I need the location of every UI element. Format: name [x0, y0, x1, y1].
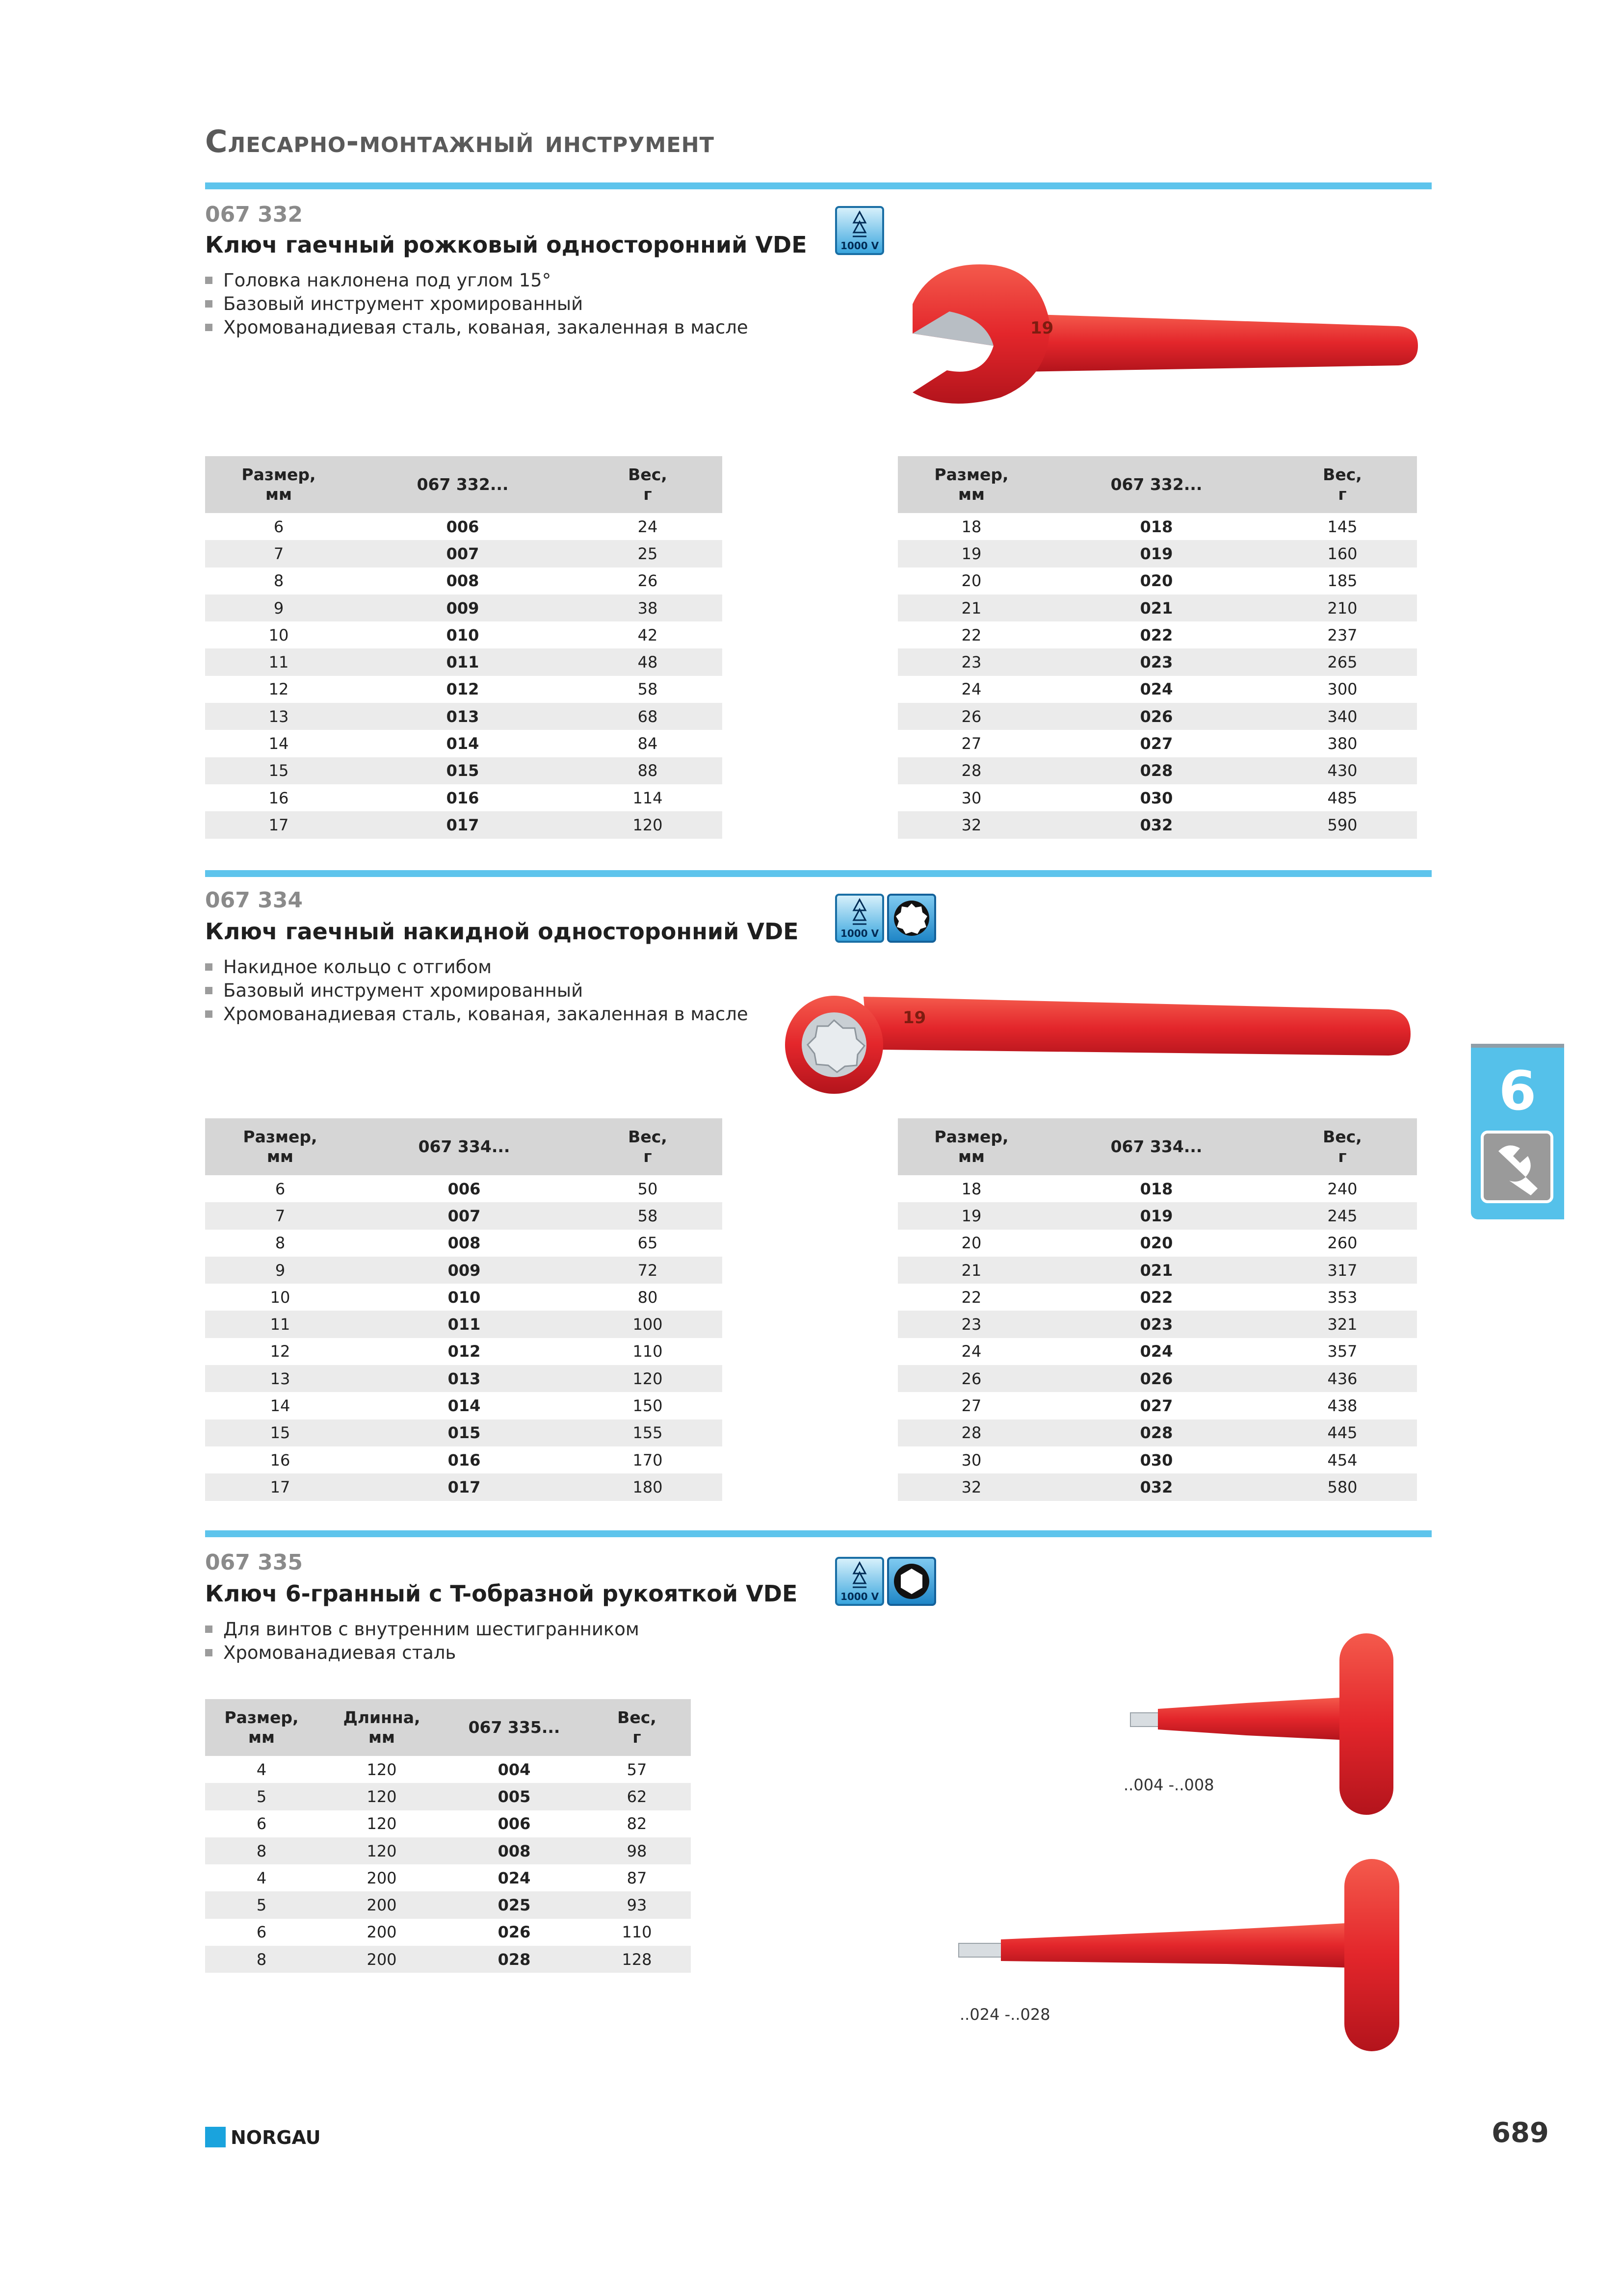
- table-header-row: [898, 456, 1417, 513]
- ring-12-point-icon: [887, 894, 936, 943]
- table-header-row: [205, 1699, 691, 1756]
- feature-item: Базовый инструмент хромированный: [205, 292, 748, 316]
- section-divider: [205, 870, 1432, 877]
- table-row: 20 020 185: [961, 571, 1358, 591]
- section-divider: [205, 182, 1432, 189]
- svg-text:19: 19: [1030, 318, 1054, 338]
- table-row: 22 022 237: [961, 625, 1358, 645]
- badge-label: 1000 V: [840, 928, 879, 939]
- table-row: 4 120 004 57: [256, 1760, 647, 1779]
- product-code: 067 334: [205, 888, 303, 913]
- table-row: 16 016 114: [268, 788, 663, 807]
- table-row: 18 018 240: [961, 1179, 1358, 1198]
- table-row: 14 014 150: [270, 1396, 663, 1416]
- page-number: 689: [1492, 2117, 1549, 2149]
- column-header: 067 332...: [352, 456, 573, 513]
- table-row: 8 008 65: [275, 1234, 658, 1253]
- voltage-1000v-icon: [835, 206, 884, 255]
- open-end-wrench-image: [903, 255, 1423, 412]
- column-header: Вес, г: [583, 1699, 691, 1756]
- table-row: 24 024 357: [961, 1342, 1358, 1361]
- badge-label: 1000 V: [840, 1591, 879, 1602]
- table-row: 26 026 340: [898, 703, 1417, 730]
- chapter-number: 6: [1498, 1059, 1537, 1122]
- table-row: 27 027 380: [961, 734, 1358, 753]
- page-title: Слесарно-монтажный инструмент: [205, 124, 714, 159]
- column-header: Размер, мм: [205, 456, 352, 513]
- table-row: 20 020 260: [961, 1234, 1358, 1253]
- voltage-1000v-icon: [835, 1557, 884, 1606]
- norgau-logo-icon: [205, 2127, 226, 2147]
- table-row: 8 008 26: [273, 571, 658, 591]
- column-header: Размер, мм: [205, 1118, 355, 1175]
- table-row: 32 032 580: [898, 1473, 1417, 1500]
- table-header-row: [205, 1118, 722, 1175]
- table-row: 13 013 120: [205, 1365, 722, 1392]
- table-row: 13 013 68: [205, 703, 722, 730]
- table-row: 10 010 80: [270, 1288, 658, 1307]
- column-header: Вес, г: [573, 1118, 722, 1175]
- product-name: Ключ гаечный накидной односторонний VDE: [205, 918, 799, 945]
- table-row: 5 200 025 93: [205, 1891, 691, 1918]
- table-row: 12 012 58: [268, 680, 658, 699]
- feature-item: Хромованадиевая сталь, кованая, закаленная в масле: [205, 316, 748, 339]
- column-header: Длинна, мм: [318, 1699, 445, 1756]
- feature-item: Для винтов с внутренним шестигранником: [205, 1618, 639, 1641]
- column-header: Вес, г: [1268, 1118, 1417, 1175]
- table-row: 28 028 430: [898, 757, 1417, 784]
- table-row: 9 009 38: [205, 594, 722, 621]
- table-row: 9 009 72: [205, 1257, 722, 1284]
- feature-list: [205, 955, 748, 1026]
- t-handle-hex-key-long-image: [952, 1854, 1418, 2060]
- badge-label: 1000 V: [840, 240, 879, 252]
- table-row: 10 010 42: [268, 625, 658, 645]
- column-header: 067 334...: [355, 1118, 573, 1175]
- table-row: 17 017 180: [205, 1473, 722, 1500]
- column-header: Размер, мм: [205, 1699, 318, 1756]
- range-label: ..004 -..008: [1124, 1776, 1214, 1794]
- table-row: 24 024 300: [961, 680, 1358, 699]
- wrench-category-icon: [1481, 1131, 1553, 1203]
- spec-table: [205, 1118, 722, 1501]
- table-row: 27 027 438: [961, 1396, 1358, 1416]
- chapter-tab-bar: [1471, 1044, 1564, 1048]
- column-header: 067 335...: [445, 1699, 583, 1756]
- table-row: 19 019 160: [898, 540, 1417, 567]
- table-row: 6 120 006 82: [256, 1814, 647, 1833]
- range-label: ..024 -..028: [960, 2005, 1050, 2024]
- feature-item: Накидное кольцо с отгибом: [205, 955, 748, 979]
- feature-list: [205, 269, 748, 339]
- table-row: 14 014 84: [268, 734, 658, 753]
- table-header-row: [898, 1118, 1417, 1175]
- table-row: 15 015 155: [205, 1419, 722, 1446]
- feature-item: Хромованадиевая сталь, кованая, закаленная в масле: [205, 1003, 748, 1026]
- product-name: Ключ 6-гранный с T-образной рукояткой VDE: [205, 1580, 798, 1607]
- column-header: Размер, мм: [898, 456, 1045, 513]
- table-row: 11 011 48: [205, 648, 722, 675]
- table-row: 6 200 026 110: [256, 1923, 652, 1942]
- table-row: 15 015 88: [205, 757, 722, 784]
- table-row: 4 200 024 87: [256, 1868, 647, 1887]
- feature-item: Хромованадиевая сталь: [205, 1641, 639, 1665]
- spec-table: [898, 1118, 1417, 1501]
- table-header-row: [205, 456, 722, 513]
- spec-table: [205, 1699, 691, 1973]
- table-row: 21 021 210: [898, 594, 1417, 621]
- voltage-1000v-icon: [835, 894, 884, 943]
- table-row: 18 018 145: [961, 517, 1358, 536]
- spec-table: [205, 456, 722, 839]
- svg-text:19: 19: [903, 1008, 926, 1028]
- column-header: Вес, г: [573, 456, 722, 513]
- table-row: 32 032 590: [898, 811, 1417, 838]
- table-row: 26 026 436: [898, 1365, 1417, 1392]
- table-row: 7 007 58: [205, 1202, 722, 1229]
- brand-name: NORGAU: [231, 2127, 321, 2148]
- product-code: 067 335: [205, 1550, 303, 1575]
- column-header: 067 332...: [1045, 456, 1268, 513]
- feature-item: Головка наклонена под углом 15°: [205, 269, 748, 292]
- table-row: 22 022 353: [961, 1288, 1358, 1307]
- table-row: 6 006 50: [275, 1179, 658, 1198]
- spec-table: [898, 456, 1417, 839]
- table-row: 30 030 454: [961, 1450, 1358, 1470]
- table-row: 28 028 445: [898, 1419, 1417, 1446]
- table-row: 5 120 005 62: [205, 1783, 691, 1810]
- product-name: Ключ гаечный рожковый односторонний VDE: [205, 232, 807, 258]
- table-row: 17 017 120: [205, 811, 722, 838]
- feature-item: Базовый инструмент хромированный: [205, 979, 748, 1003]
- table-row: 11 011 100: [205, 1311, 722, 1338]
- feature-list: [205, 1618, 639, 1665]
- column-header: Размер, мм: [898, 1118, 1045, 1175]
- table-row: 12 012 110: [270, 1342, 663, 1361]
- table-row: 21 021 317: [898, 1257, 1417, 1284]
- table-row: 30 030 485: [961, 788, 1358, 807]
- table-row: 8 120 008 98: [205, 1837, 691, 1864]
- table-row: 16 016 170: [270, 1450, 663, 1470]
- hex-socket-icon: [887, 1557, 936, 1606]
- table-row: 23 023 265: [898, 648, 1417, 675]
- table-row: 19 019 245: [898, 1202, 1417, 1229]
- table-row: 8 200 028 128: [205, 1946, 691, 1973]
- column-header: Вес, г: [1268, 456, 1417, 513]
- product-code: 067 332: [205, 202, 303, 227]
- table-row: 6 006 24: [273, 517, 658, 536]
- table-row: 23 023 321: [898, 1311, 1417, 1338]
- table-row: 7 007 25: [205, 540, 722, 567]
- column-header: 067 334...: [1045, 1118, 1268, 1175]
- box-end-wrench-image: [780, 981, 1418, 1109]
- t-handle-hex-key-short-image: [1124, 1628, 1418, 1825]
- section-divider: [205, 1530, 1432, 1537]
